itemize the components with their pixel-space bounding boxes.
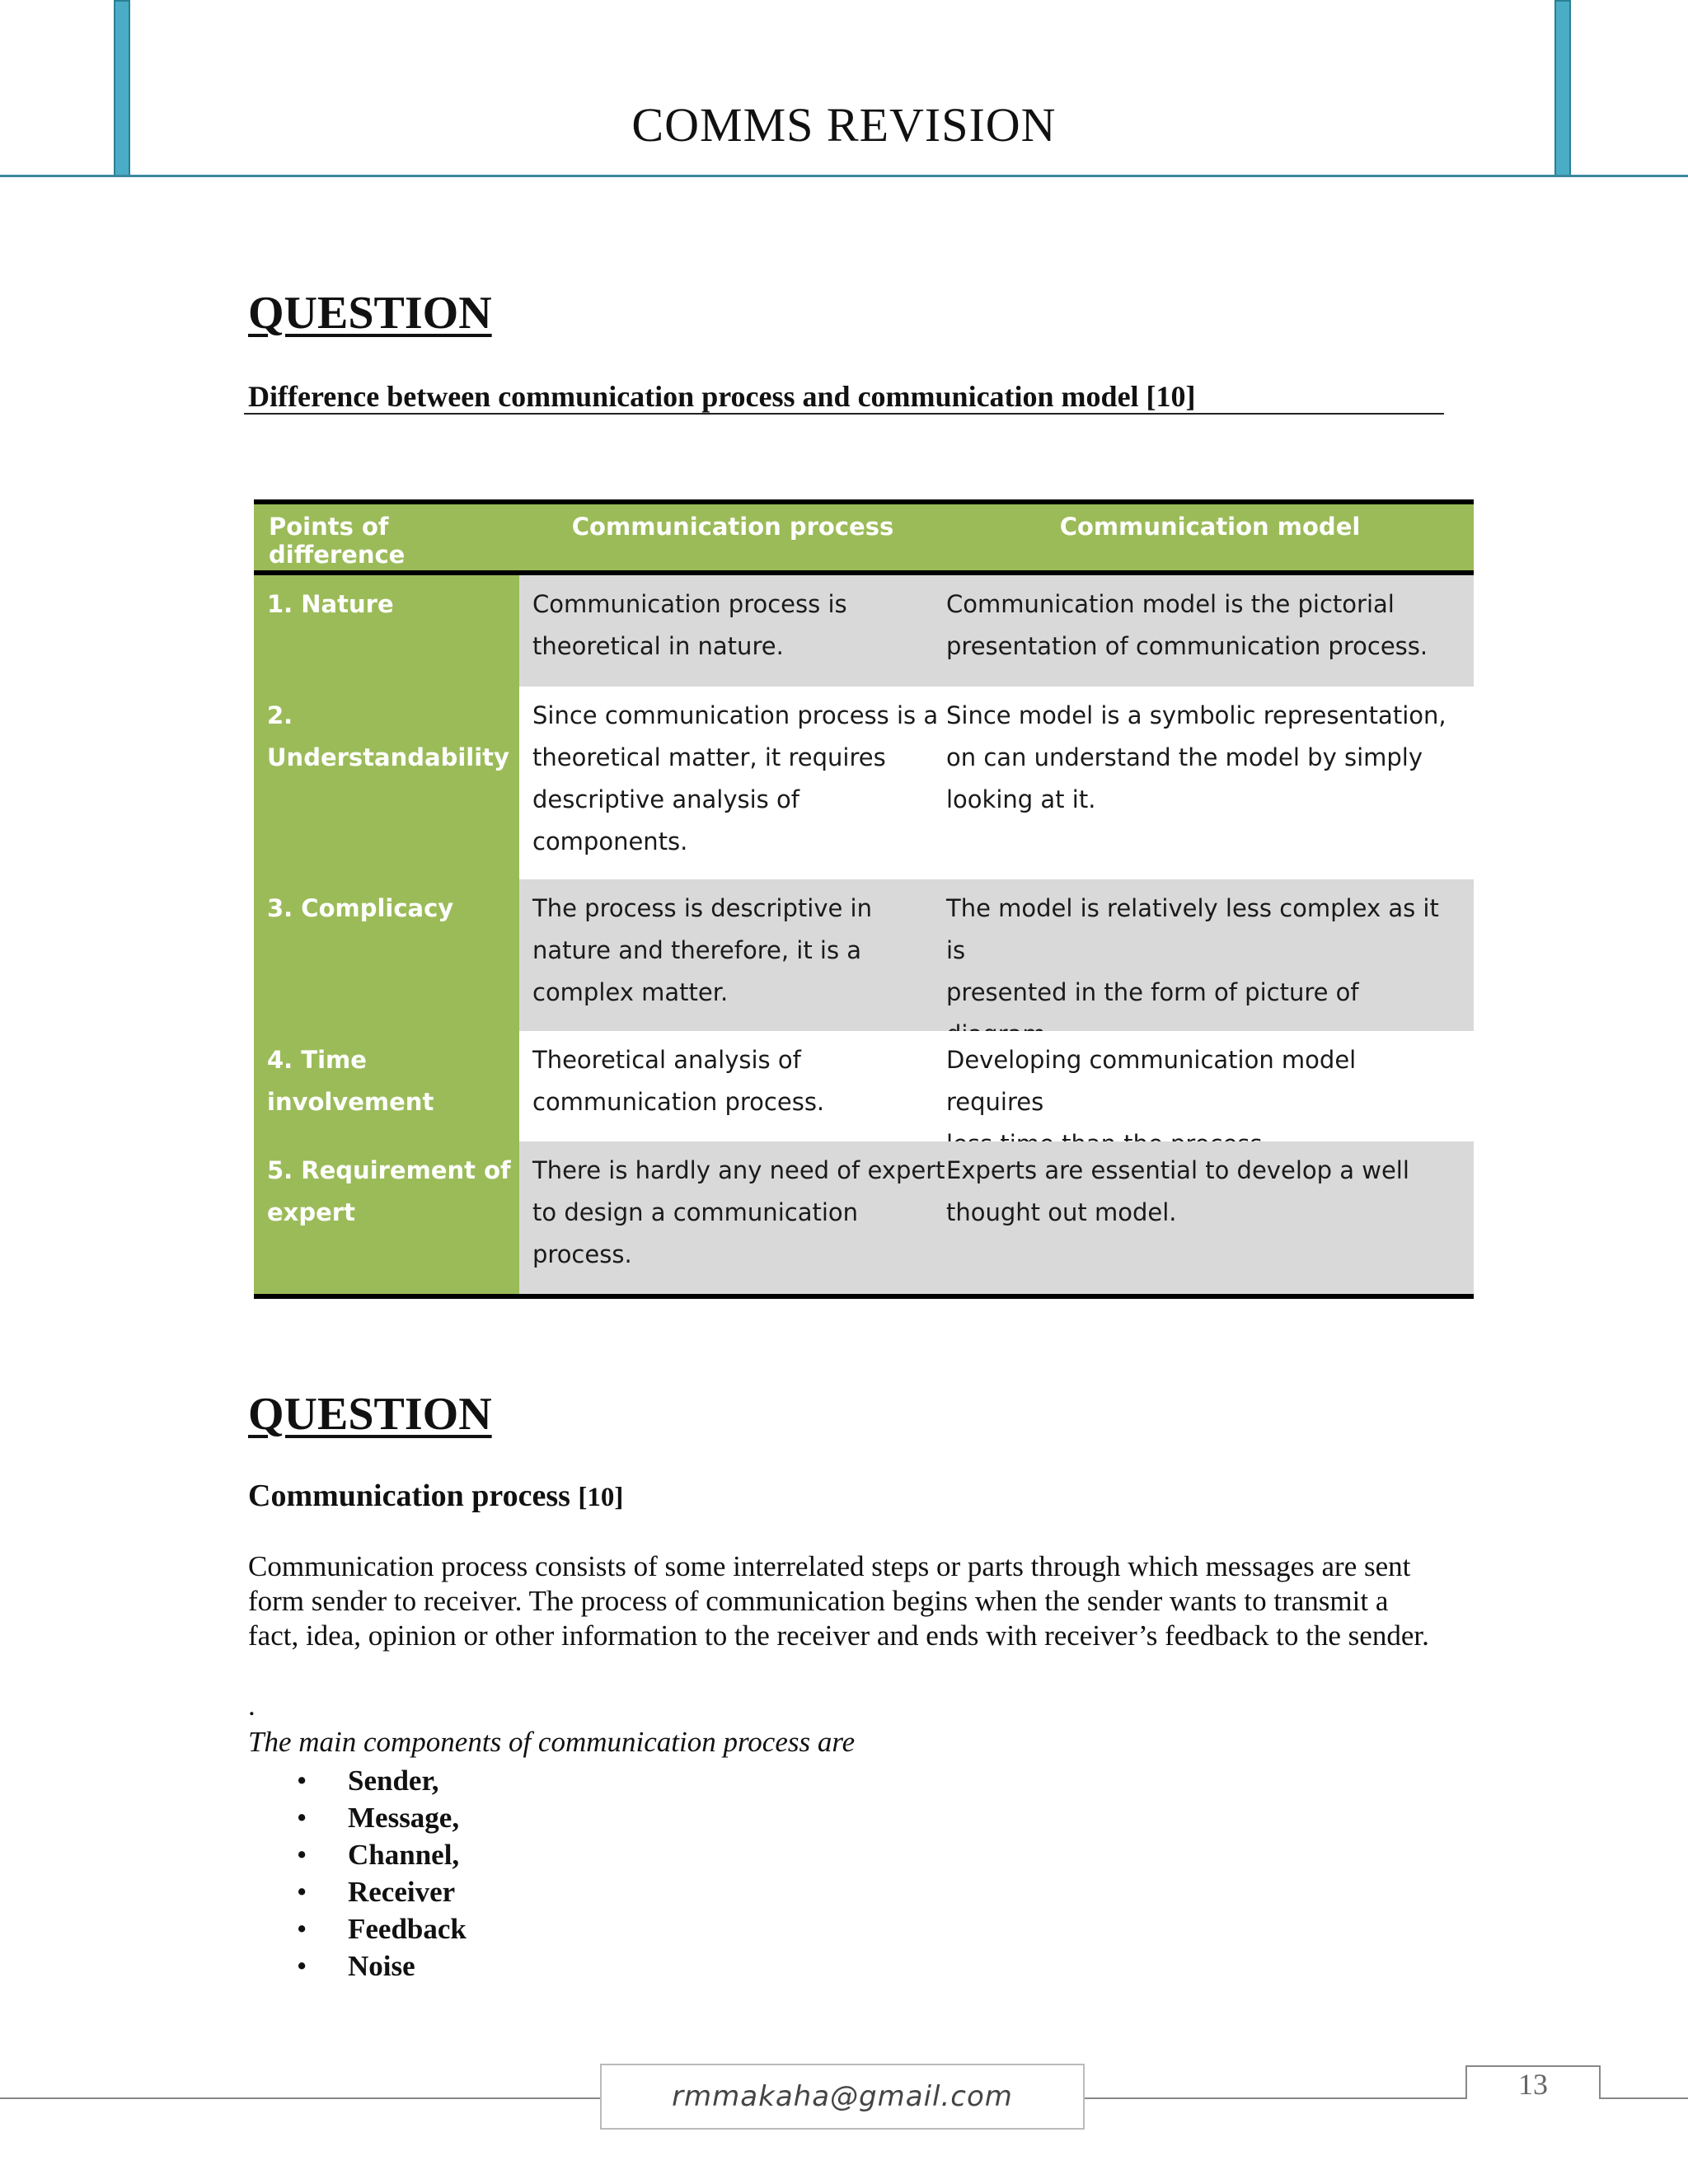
cell-line: Communication process is (532, 590, 847, 618)
bullet-icon: • (297, 1913, 307, 1945)
cell-line: theoretical in nature. (532, 632, 784, 660)
row-model-cell (946, 575, 1474, 687)
cell-line: There is hardly any need of expert (532, 1156, 945, 1184)
cell-line: The model is relatively less complex as it is (946, 894, 1439, 964)
list-item-label: Receiver (348, 1876, 456, 1908)
cell-line: Theoretical analysis of (532, 1046, 801, 1074)
table-bottom-border (254, 1294, 1474, 1299)
row-process-cell (519, 1141, 946, 1294)
cell-line: Since model is a symbolic representation, (946, 701, 1447, 729)
cell-line: nature and therefore, it is a (532, 936, 862, 964)
footer-email-box (600, 2064, 1085, 2130)
list-item-label: Sender, (348, 1765, 439, 1797)
list-item (297, 1947, 467, 1985)
components-intro: The main components of communication process are (248, 1726, 856, 1758)
row-point-label: 1. Nature (267, 590, 394, 618)
footer-rule-middle (1083, 2097, 1467, 2099)
subheading-text: Communication process (248, 1479, 570, 1513)
stray-dot: . (248, 1690, 256, 1722)
row-process-cell (519, 687, 946, 879)
row-model-cell (946, 687, 1474, 879)
row-point-cell (254, 879, 519, 1031)
row-process-cell (519, 879, 946, 1031)
list-item-label: Message, (348, 1802, 460, 1834)
cell-line: Experts are essential to develop a well (946, 1156, 1409, 1184)
components-list (297, 1762, 467, 1985)
table-row (254, 575, 1474, 687)
cell-line: looking at it. (946, 785, 1096, 813)
bullet-icon: • (297, 1950, 307, 1982)
cell-line: theoretical matter, it requires (532, 743, 886, 771)
cell-line: on can understand the model by simply (946, 743, 1423, 771)
footer-rule-left (0, 2097, 602, 2099)
list-item (297, 1910, 467, 1947)
row-model-cell (946, 879, 1474, 1031)
table-row (254, 1031, 1474, 1141)
question-heading: QUESTION (248, 288, 492, 339)
table-header-cell: Points of difference (269, 513, 406, 569)
cell-line: presentation of communication process. (946, 632, 1428, 660)
row-point-cell (254, 1031, 519, 1141)
body-paragraph: Communication process consists of some interrelated steps or parts through which messages are sent form sender to receiver. The process of communication begins when the sender wants to transmit a fact, idea, opinion or other information to the receiver and ends with receiver’s feedback to the sender. (248, 1550, 1429, 1652)
row-model-cell (946, 1141, 1474, 1294)
row-point-cell (254, 1141, 519, 1294)
question-subheading (248, 1478, 623, 1514)
row-point-label: 2. Understandability (267, 701, 509, 771)
cell-line: communication process. (532, 1088, 825, 1116)
cell-line: descriptive analysis of (532, 785, 799, 813)
table-row (254, 687, 1474, 879)
table-row (254, 879, 1474, 1031)
subheading-rule (244, 413, 1444, 415)
cell-line: components. (532, 827, 688, 855)
row-point-label: 5. Requirement of (267, 1156, 511, 1184)
cell-line: Since communication process is a (532, 701, 939, 729)
list-item-label: Feedback (348, 1913, 467, 1945)
page-number: 13 (1518, 2068, 1548, 2101)
row-point-label: 3. Complicacy (267, 894, 454, 922)
cell-line: presented in the form of picture of (946, 978, 1359, 1006)
list-item-label: Noise (348, 1950, 415, 1982)
footer-email: rmmakaha@gmail.com (672, 2080, 1013, 2113)
list-item (297, 1873, 467, 1910)
row-point-label: 4. Time involvement (267, 1046, 434, 1116)
cell-line: process. (532, 1240, 632, 1268)
cell-line: thought out model. (946, 1198, 1177, 1226)
row-point-cell (254, 575, 519, 687)
bullet-icon: • (297, 1839, 307, 1871)
list-item (297, 1836, 467, 1873)
list-item-label: Channel, (348, 1839, 460, 1871)
row-process-cell (519, 1031, 946, 1141)
question-subheading: Difference between communication process and communication model [10] (248, 380, 1196, 413)
page-header-title: COMMS REVISION (631, 98, 1057, 152)
cell-line: to design a communication (532, 1198, 859, 1226)
table-row (254, 1141, 1474, 1294)
cell-line: Communication model is the pictorial (946, 590, 1395, 618)
cell-line: Developing communication model requires (946, 1046, 1357, 1116)
subheading-marks: [10] (578, 1483, 624, 1512)
header-rule (0, 175, 1688, 177)
row-process-cell (519, 575, 946, 687)
bullet-icon: • (297, 1765, 307, 1797)
footer-rule-right (1599, 2097, 1688, 2099)
bullet-icon: • (297, 1876, 307, 1908)
comparison-table (254, 499, 1474, 1299)
table-header-row (254, 504, 1474, 570)
row-point-label: expert (267, 1198, 355, 1226)
table-header-cell: Communication process (571, 513, 894, 541)
row-point-cell (254, 687, 519, 879)
table-header-cell: Communication model (1059, 513, 1361, 541)
cell-line: complex matter. (532, 978, 729, 1006)
bullet-icon: • (297, 1802, 307, 1834)
list-item (297, 1762, 467, 1799)
question-heading: QUESTION (248, 1389, 492, 1440)
row-model-cell (946, 1031, 1474, 1141)
list-item (297, 1799, 467, 1836)
cell-line: The process is descriptive in (532, 894, 872, 922)
